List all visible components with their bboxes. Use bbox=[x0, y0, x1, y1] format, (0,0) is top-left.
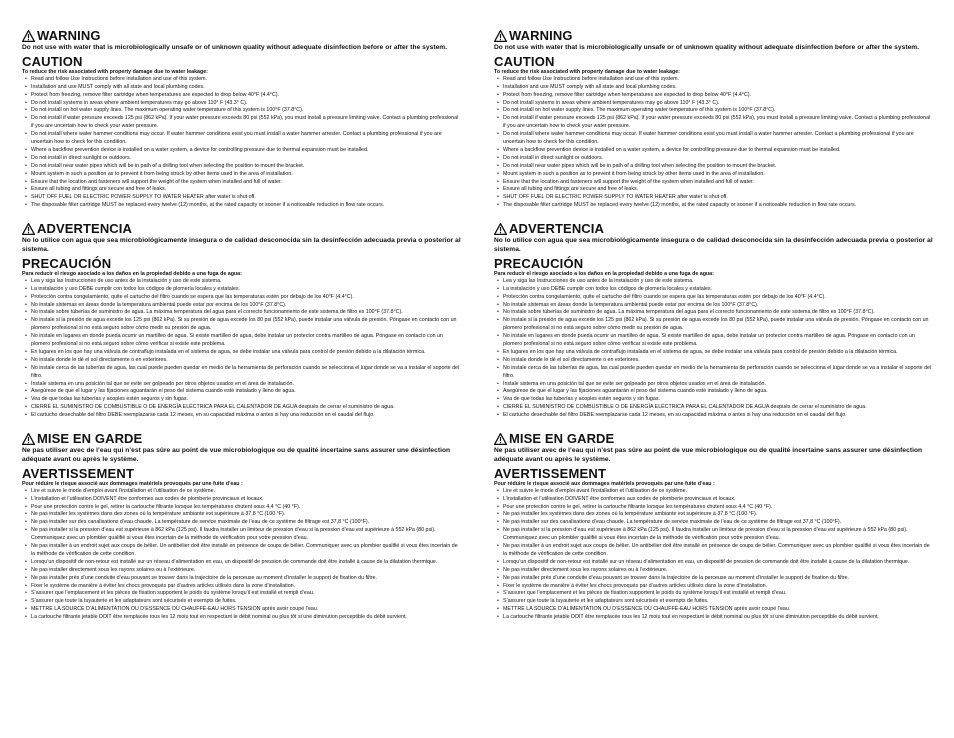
warning-title: MISE EN GARDE bbox=[509, 431, 615, 447]
list-item: • S’assurer que l’emplacement et les pièces de fixation supportent le poids du système lorsqu’il est installé et rempli d’eau. bbox=[22, 590, 462, 598]
list-item: • No instale donde le dé el sol directamente o en exteriores. bbox=[22, 357, 462, 365]
list-item: • Ne pas installer à un endroit sujet aux coups de bélier. Un antibélier doit être installé en présence de coups de bélier. Communiquer avec un plombier qualifié si vous êtes incertain de la méthode de vérification de cette condition. bbox=[494, 543, 934, 559]
right-column bbox=[494, 28, 934, 622]
list-item: • Vea de que todas las tuberías y acoples estén seguros y sin fugas. bbox=[494, 396, 934, 404]
list-item: • CIERRE EL SUMINISTRO DE COMBUSTIBLE O DE ENERGÍA ELÉCTRICA PARA EL CALENTADOR DE AGUA después de cerrar el suministro de agua. bbox=[494, 404, 934, 412]
warning-triangle-icon bbox=[494, 433, 507, 445]
warning-text: Ne pas utiliser avec de l’eau qui n’est pas sûre au point de vue microbiologique ou de qualité incertaine sans assurer une désinfection adéquate avant ou après le système. bbox=[494, 447, 923, 463]
list-item: • Ne pas installer directement sous les rayons solaires ou à l’extérieure. bbox=[494, 567, 934, 575]
spanish-section bbox=[22, 221, 462, 420]
english-section bbox=[494, 28, 934, 210]
list-item: • Ne pas installer les systèmes dans des zones où la température ambiante est supérieure à 37,8 °C (100 °F). bbox=[22, 511, 462, 519]
list-item: • Protección contra congelamiento, quite el cartucho del filtro cuando se espera que las temperaturas estén por debajo de los 40°F (4.4°C). bbox=[494, 294, 934, 302]
warning-title: ADVERTENCIA bbox=[509, 221, 604, 237]
list-item: • No instale sobre tuberías de suministro de agua. La máxima temperatura del agua para el correcto funcionamiento de este sistema de filtro es 100°F (37.8°C). bbox=[494, 309, 934, 317]
reduce-text: Pour réduire le risque associé aux dommages matériels provoqués par une fuite d’eau : bbox=[22, 480, 243, 487]
warning-triangle-icon bbox=[22, 433, 35, 445]
reduce-text: To reduce the risk associated with property damage due to water leakage: bbox=[22, 68, 208, 75]
list-item: • Read and follow Use Instructions before installation and use of this system. bbox=[494, 76, 934, 84]
warning-heading bbox=[494, 28, 934, 43]
list-item: • Asegúrese de que el lugar y las fijaciones aguantarán el peso del sistema cuando esté instalado y lleno de agua. bbox=[22, 388, 462, 396]
list-item: • Do not install where water hammer conditions may occur. If water hammer conditions exist you must install a water hammer arrester. Contact a plumbing professional if you are uncertain how to check for this condition. bbox=[22, 131, 462, 147]
list-item: • Where a backflow prevention device is installed on a water system, a device for controlling pressure due to thermal expansion must be installed. bbox=[494, 147, 934, 155]
left-column bbox=[22, 28, 462, 622]
list-item: • Protección contra congelamiento, quite el cartucho del filtro cuando se espera que las temperaturas estén por debajo de los 40°F (4.4°C). bbox=[22, 294, 462, 302]
list-item: • CIERRE EL SUMINISTRO DE COMBUSTIBLE O DE ENERGÍA ELÉCTRICA PARA EL CALENTADOR DE AGUA después de cerrar el suministro de agua. bbox=[22, 404, 462, 412]
list-item: • No instale si la presión de agua excede los 125 psi (862 kPa). Si su presión de agua excede los 80 psi (552 kPa), puede instalar una válvula de presión. Póngase en contacto con un plomero profesional si no está seguro sobre cómo medir su presión de agua. bbox=[22, 317, 462, 333]
list-item: • Installation and use MUST comply with all state and local plumbing codes. bbox=[22, 84, 462, 92]
list-item: • Ne pas installer près d’une conduite d’eau pouvant se trouver dans la trajectoire de la perceuse au moment d’installer le support de fixation du filtre. bbox=[22, 575, 462, 583]
list-item: • La cartouche filtrante jetable DOIT être remplacée tous les 12 mois tout en respectant le débit nominal ou plus tôt si une diminution perceptible du débit survient. bbox=[494, 614, 934, 622]
caution-title: CAUTION bbox=[494, 53, 555, 69]
list-item: • Ensure that the location and fasteners will support the weight of the system when installed and full of water. bbox=[22, 179, 462, 187]
list-item: • En lugares en los que hay una válvula de contraflujo instalada en el sistema de agua, se debe instalar una válvula para control de presión debido a la dilatación térmica. bbox=[494, 349, 934, 357]
list-item: • Do not install where water hammer conditions may occur. If water hammer conditions exist you must install a water hammer arrester. Contact a plumbing professional if you are uncertain how to check for this condition. bbox=[494, 131, 934, 147]
caution-title: PRECAUCIÓN bbox=[494, 255, 584, 271]
list-item: • SHUT OFF FUEL OR ELECTRIC POWER SUPPLY TO WATER HEATER after water is shut off. bbox=[22, 194, 462, 202]
list-item: • Lorsqu’un dispositif de non-retour est installé sur un réseau d’alimentation en eau, un dispositif de pression de commande doit être installé à cause de la dilatation thermique. bbox=[494, 559, 934, 567]
french-section bbox=[22, 431, 462, 622]
caution-title: CAUTION bbox=[22, 53, 83, 69]
list-item: • Where a backflow prevention device is installed on a water system, a device for controlling pressure due to thermal expansion must be installed. bbox=[22, 147, 462, 155]
list-item: • No instale si la presión de agua excede los 125 psi (862 kPa). Si su presión de agua excede los 80 psi (552 kPa), puede instalar una válvula de presión. Póngase en contacto con un plomero profesional si no está seguro sobre cómo medir su presión de agua. bbox=[494, 317, 934, 333]
spanish-section bbox=[494, 221, 934, 420]
caution-list bbox=[22, 278, 462, 420]
list-item: • METTRE LA SOURCE D’ALIMENTATION OU D’ESSENCE DU CHAUFFE-EAU HORS TENSION après avoir coupé l’eau. bbox=[22, 606, 462, 614]
warning-heading bbox=[494, 221, 934, 236]
warning-triangle-icon bbox=[22, 223, 35, 235]
list-item: • S’assurer que toute la tuyauterie et les adaptateurs sont sécurisés et exempts de fuites. bbox=[494, 598, 934, 606]
list-item: • Ne pas installer si la pression d’eau est supérieure à 862 kPa (125 psi). Il faudra installer un limiteur de pression d’eau si la pression d’eau est supérieure à 552 kPa (80 psi). Communiquez avec un plombier qualifié si vous êtes incertain de la méthode de vérification pour votre pression d’eau. bbox=[22, 527, 462, 543]
french-section bbox=[494, 431, 934, 622]
list-item: • No instale en lugares en donde pueda ocurrir un martilleo de agua. Si existe martilleo de agua, debe instalar un protector contra martilleo de agua. Póngase en contacto con un plomero profesional si no está seguro sobre cómo verificar si existe este problema. bbox=[494, 333, 934, 349]
list-item: • The disposable filter cartridge MUST be replaced every twelve (12) months, at the rated capacity or sooner if a noticeable reduction in flow rate occurs. bbox=[494, 202, 934, 210]
english-section bbox=[22, 28, 462, 210]
list-item: • Mount system in such a position as to prevent it from being struck by other items used in the area of installation. bbox=[494, 171, 934, 179]
list-item: • Ne pas installer sur des canalisations d’eau chaude. La température de service maximale de l’eau de ce système de filtrage est 37,8 °C (100°F). bbox=[494, 519, 934, 527]
list-item: • La instalación y uso DEBE cumplir con todos los códigos de plomería locales y estatales. bbox=[22, 286, 462, 294]
caution-title: AVERTISSEMENT bbox=[22, 465, 135, 481]
list-item: • No instale donde le dé el sol directamente o en exteriores. bbox=[494, 357, 934, 365]
list-item: • En lugares en los que hay una válvula de contraflujo instalada en el sistema de agua, se debe instalar una válvula para control de presión debido a la dilatación térmica. bbox=[22, 349, 462, 357]
list-item: • Do not install if water pressure exceeds 125 psi (862 kPa). If your water pressure exceeds 80 psi (552 kPa), you must install a pressure limiting valve. Contact a plumbing professional if you are uncertain how to check your water pressure. bbox=[22, 115, 462, 131]
list-item: • Ne pas installer sur des canalisations d’eau chaude. La température de service maximale de l’eau de ce système de filtrage est 37,8 °C (100°F). bbox=[22, 519, 462, 527]
list-item: • Fixer le système de manière à éviter les chocs provoqués par d’autres articles utilisés dans la zone d’installation. bbox=[494, 583, 934, 591]
list-item: • Lire et suivre le mode d’emploi avant l’installation et l’utilisation de ce système. bbox=[494, 488, 934, 496]
caution-list bbox=[494, 488, 934, 622]
list-item: • Instale sistema en una posición tal que se evite ser golpeado por otros objetos usados en el área de instalación. bbox=[22, 381, 462, 389]
list-item: • Lea y siga las Instrucciones de uso antes de la instalación y uso de este sistema. bbox=[22, 278, 462, 286]
list-item: • No instale sistemas en áreas donde la temperatura ambiental puede estar por encima de los 100°F (37.8°C). bbox=[494, 302, 934, 310]
warning-heading bbox=[22, 28, 462, 43]
list-item: • Ensure that the location and fasteners will support the weight of the system when installed and full of water. bbox=[494, 179, 934, 187]
warning-heading bbox=[22, 431, 462, 446]
list-item: • S’assurer que l’emplacement et les pièces de fixation supportent le poids du système lorsqu’il est installé et rempli d’eau. bbox=[494, 590, 934, 598]
list-item: • SHUT OFF FUEL OR ELECTRIC POWER SUPPLY TO WATER HEATER after water is shut off. bbox=[494, 194, 934, 202]
reduce-text: To reduce the risk associated with property damage due to water leakage: bbox=[494, 68, 680, 75]
list-item: • METTRE LA SOURCE D’ALIMENTATION OU D’ESSENCE DU CHAUFFE-EAU HORS TENSION après avoir coupé l’eau. bbox=[494, 606, 934, 614]
warning-heading bbox=[22, 221, 462, 236]
list-item: • Lire et suivre le mode d’emploi avant l’installation et l’utilisation de ce système. bbox=[22, 488, 462, 496]
list-item: • Protect from freezing, remove filter cartridge when temperatures are expected to drop below 40°F (4.4°C). bbox=[494, 92, 934, 100]
warning-heading bbox=[494, 431, 934, 446]
list-item: • The disposable filter cartridge MUST be replaced every twelve (12) months, at the rated capacity or sooner if a noticeable reduction in flow rate occurs. bbox=[22, 202, 462, 210]
caution-title: AVERTISSEMENT bbox=[494, 465, 607, 481]
list-item: • Ensure all tubing and fittings are secure and free of leaks. bbox=[494, 186, 934, 194]
list-item: • Do not install if water pressure exceeds 125 psi (862 kPa). If your water pressure exceeds 80 psi (552 kPa), you must install a pressure limiting valve. Contact a plumbing professional if you are uncertain how to check your water pressure. bbox=[494, 115, 934, 131]
list-item: • Ne pas installer près d’une conduite d’eau pouvant se trouver dans la trajectoire de la perceuse au moment d’installer le support de fixation du filtre. bbox=[494, 575, 934, 583]
list-item: • Lorsqu’un dispositif de non-retour est installé sur un réseau d’alimentation en eau, un dispositif de pression de commande doit être installé à cause de la dilatation thermique. bbox=[22, 559, 462, 567]
list-item: • Fixer le système de manière à éviter les chocs provoqués par d’autres articles utilisés dans la zone d’installation. bbox=[22, 583, 462, 591]
caution-list bbox=[22, 76, 462, 210]
reduce-text: Pour réduire le risque associé aux dommages matériels provoqués par une fuite d’eau : bbox=[494, 480, 715, 487]
warning-title: ADVERTENCIA bbox=[37, 221, 132, 237]
list-item: • Lea y siga las Instrucciones de uso antes de la instalación y uso de este sistema. bbox=[494, 278, 934, 286]
reduce-text: Para reducir el riesgo asociado a los daños en la propiedad debido a una fuga de agua: bbox=[494, 270, 714, 277]
list-item: • No instale sistemas en áreas donde la temperatura ambiental puede estar por encima de los 100°F (37.8°C). bbox=[22, 302, 462, 310]
warning-title: WARNING bbox=[509, 28, 573, 43]
list-item: • No instale en lugares en donde pueda ocurrir un martilleo de agua. Si existe martilleo de agua, debe instalar un protector contra martilleo de agua. Póngase en contacto con un plomero profesional si no está seguro sobre cómo verificar si existe este problema. bbox=[22, 333, 462, 349]
list-item: • Pour une protection contre le gel, retirer la cartouche filtrante lorsque les températures chutent sous 4,4 °C (40 °F). bbox=[494, 504, 934, 512]
list-item: • No instale cerca de las tuberías de agua, las cual puede pueden quedar en medio de la herramienta de perforación cuando se selecciona el lugar donde se va a instalar el soporte del filtro. bbox=[22, 365, 462, 381]
warning-text: No lo utilice con agua que sea microbiológicamente insegura o de calidad desconocida sin la desinfección adecuada previa o posterior al sistema. bbox=[22, 237, 461, 253]
warning-title: MISE EN GARDE bbox=[37, 431, 143, 447]
list-item: • S’assurer que toute la tuyauterie et les adaptateurs sont sécurisés et exempts de fuites. bbox=[22, 598, 462, 606]
caution-title: PRECAUCIÓN bbox=[22, 255, 112, 271]
warning-text: Ne pas utiliser avec de l’eau qui n’est pas sûre au point de vue microbiologique ou de qualité incertaine sans assurer une désinfection adéquate avant ou après le système. bbox=[22, 447, 451, 463]
list-item: • No instale cerca de las tuberías de agua, las cual puede pueden quedar en medio de la herramienta de perforación cuando se selecciona el lugar donde se va a instalar el soporte del filtro. bbox=[494, 365, 934, 381]
list-item: • Instale sistema en una posición tal que se evite ser golpeado por otros objetos usados en el área de instalación. bbox=[494, 381, 934, 389]
warning-triangle-icon bbox=[22, 30, 35, 42]
list-item: • Ne pas installer à un endroit sujet aux coups de bélier. Un antibélier doit être installé en présence de coups de bélier. Communiquer avec un plombier qualifié si vous êtes incertain de la méthode de vérification de cette condition. bbox=[22, 543, 462, 559]
list-item: • Do not install on hot water supply lines. The maximum operating water temperature of this system is 100°F (37.8°C). bbox=[22, 107, 462, 115]
list-item: • Ensure all tubing and fittings are secure and free of leaks. bbox=[22, 186, 462, 194]
list-item: • L’installation et l’utilisation DOIVENT être conformes aux codes de plomberie provinciaux et locaux. bbox=[22, 496, 462, 504]
list-item: • Vea de que todas las tuberías y acoples estén seguros y sin fugas. bbox=[22, 396, 462, 404]
list-item: • Read and follow Use Instructions before installation and use of this system. bbox=[22, 76, 462, 84]
list-item: • Do not install near water pipes which will be in path of a drilling tool when selecting the position to mount the bracket. bbox=[494, 163, 934, 171]
list-item: • Mount system in such a position as to prevent it from being struck by other items used in the area of installation. bbox=[22, 171, 462, 179]
list-item: • El cartucho desechable del filtro DEBE reemplazarse cada 12 meses, en su capacidad máxima o antes si hay una reducción en el caudal del flujo. bbox=[22, 412, 462, 420]
list-item: • Do not install systems in areas where ambient temperatures may go above 110° F (43.3° C). bbox=[22, 100, 462, 108]
list-item: • Ne pas installer les systèmes dans des zones où la température ambiante est supérieure à 37,8 °C (100 °F). bbox=[494, 511, 934, 519]
list-item: • La instalación y uso DEBE cumplir con todos los códigos de plomería locales y estatales. bbox=[494, 286, 934, 294]
list-item: • Do not install on hot water supply lines. The maximum operating water temperature of this system is 100°F (37.8°C). bbox=[494, 107, 934, 115]
list-item: • Ne pas installer si la pression d’eau est supérieure à 862 kPa (125 psi). Il faudra installer un limiteur de pression d’eau si la pression d’eau est supérieure à 552 kPa (80 psi). Communiquez avec un plombier qualifié si vous êtes incertain de la méthode de vérification pour votre pression d’eau. bbox=[494, 527, 934, 543]
list-item: • Do not install in direct sunlight or outdoors. bbox=[494, 155, 934, 163]
caution-list bbox=[494, 76, 934, 210]
list-item: • El cartucho desechable del filtro DEBE reemplazarse cada 12 meses, en su capacidad máxima o antes si hay una reducción en el caudal del flujo. bbox=[494, 412, 934, 420]
warning-triangle-icon bbox=[494, 30, 507, 42]
list-item: • L’installation et l’utilisation DOIVENT être conformes aux codes de plomberie provinciaux et locaux. bbox=[494, 496, 934, 504]
warning-triangle-icon bbox=[494, 223, 507, 235]
list-item: • Do not install in direct sunlight or outdoors. bbox=[22, 155, 462, 163]
reduce-text: Para reducir el riesgo asociado a los daños en la propiedad debido a una fuga de agua: bbox=[22, 270, 242, 277]
list-item: • No instale sobre tuberías de suministro de agua. La máxima temperatura del agua para el correcto funcionamiento de este sistema de filtro es 100°F (37.8°C). bbox=[22, 309, 462, 317]
list-item: • Do not install near water pipes which will be in path of a drilling tool when selecting the position to mount the bracket. bbox=[22, 163, 462, 171]
warning-text: Do not use with water that is microbiologically unsafe or of unknown quality without adequate disinfection before or after the system. bbox=[22, 44, 448, 51]
warning-title: WARNING bbox=[37, 28, 101, 43]
caution-list bbox=[22, 488, 462, 622]
warning-text: No lo utilice con agua que sea microbiológicamente insegura o de calidad desconocida sin la desinfección adecuada previa o posterior al sistema. bbox=[494, 237, 933, 253]
list-item: • Protect from freezing, remove filter cartridge when temperatures are expected to drop below 40°F (4.4°C). bbox=[22, 92, 462, 100]
caution-list bbox=[494, 278, 934, 420]
list-item: • Pour une protection contre le gel, retirer la cartouche filtrante lorsque les températures chutent sous 4,4 °C (40 °F). bbox=[22, 504, 462, 512]
list-item: • Asegúrese de que el lugar y las fijaciones aguantarán el peso del sistema cuando esté instalado y lleno de agua. bbox=[494, 388, 934, 396]
list-item: • Do not install systems in areas where ambient temperatures may go above 110° F (43.3° C). bbox=[494, 100, 934, 108]
list-item: • Ne pas installer directement sous les rayons solaires ou à l’extérieure. bbox=[22, 567, 462, 575]
warning-text: Do not use with water that is microbiologically unsafe or of unknown quality without adequate disinfection before or after the system. bbox=[494, 44, 920, 51]
list-item: • Installation and use MUST comply with all state and local plumbing codes. bbox=[494, 84, 934, 92]
list-item: • La cartouche filtrante jetable DOIT être remplacée tous les 12 mois tout en respectant le débit nominal ou plus tôt si une diminution perceptible du débit survient. bbox=[22, 614, 462, 622]
